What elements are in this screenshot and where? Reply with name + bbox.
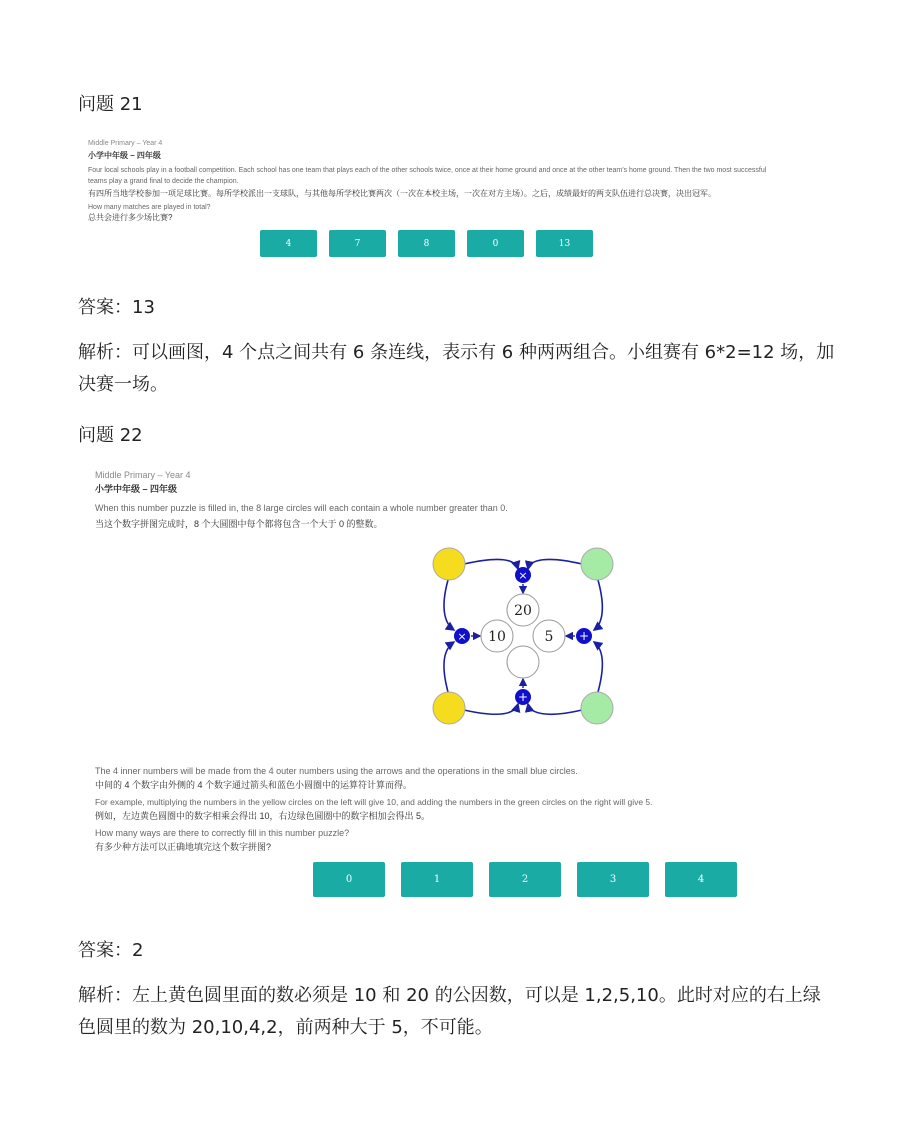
arrow [464,704,518,714]
q21-text-en: Four local schools play in a football competition. Each school has one team that plays each of the other schools twice, once at their home ground and once at the other team's home ground. Then the two most successful teams play a grand final to decide the champion. [88,167,767,185]
green-circle-bottom-right [581,692,613,724]
inner-value-top: 20 [514,603,532,619]
q21-option-5[interactable]: 13 [536,230,593,257]
q21-option-2[interactable]: 7 [329,230,386,257]
q21-text-zh: 有四所当地学校参加一项足球比赛。每所学校派出一支球队，与其他每所学校比赛两次（一次在本校主场，一次在对方主场）。之后，成绩最好的两支队伍进行总决赛，决出冠军。 [88,189,716,198]
q22-option-2[interactable]: 1 [401,862,473,897]
number-puzzle-diagram [430,544,620,730]
arrow [444,580,454,630]
q21-option-3[interactable]: 8 [398,230,455,257]
q22-question-en: How many ways are there to correctly fill in this number puzzle? [95,828,350,838]
q22-level-en: Middle Primary – Year 4 [95,470,191,480]
q22-option-3[interactable]: 2 [489,862,561,897]
yellow-circle-top-left [433,548,465,580]
q22-level-zh: 小学中年级 – 四年级 [95,484,178,494]
green-circle-top-right [581,548,613,580]
arrow [594,580,602,630]
inner-value-right: 5 [544,629,554,645]
arrow [464,559,518,569]
q22-analysis: 解析：左上黄色圆里面的数必须是 10 和 20 的公因数，可以是 1,2,5,10。此时对应的右上绿色圆里的数为 20,10,4,2，前两种大于 5，不可能。 [78,985,821,1038]
inner-circle-bottom [507,646,539,678]
yellow-circle-bottom-left [433,692,465,724]
q21-option-1[interactable]: 4 [260,230,317,257]
q22-option-4[interactable]: 3 [577,862,649,897]
q21-analysis: 解析：可以画图，4 个点之间共有 6 条连线，表示有 6 种两两组合。小组赛有 6*2=12 场，加决赛一场。 [78,342,835,395]
q21-question-en: How many matches are played in total? [88,204,211,211]
q22-intro-zh: 当这个数字拼图完成时，8 个大圆圈中每个都将包含一个大于 0 的整数。 [95,519,383,529]
op-plus-bottom: + [517,690,529,704]
q21-level-en: Middle Primary – Year 4 [88,140,163,147]
q21-answer: 答案：13 [78,297,155,318]
q21-level-zh: 小学中年级 – 四年级 [88,151,161,160]
q22-text2-zh: 例如，左边黄色圆圈中的数字相乘会得出 10，右边绿色圆圈中的数字相加会得出 5。 [95,811,431,821]
q21-screenshot [88,138,818,266]
q22-screenshot [95,466,815,906]
q22-question-zh: 有多少种方法可以正确地填完这个数字拼图? [95,842,272,852]
arrow [528,559,582,569]
arrow [594,642,602,692]
arrow [444,642,454,692]
q22-heading: 问题 22 [78,425,143,446]
q22-text2-en: For example, multiplying the numbers in the yellow circles on the left will give 10, and adding the numbers in the green circles on the right will give 5. [95,797,653,807]
q21-heading: 问题 21 [78,94,143,115]
q22-option-5[interactable]: 4 [665,862,737,897]
q21-option-4[interactable]: 0 [467,230,524,257]
q22-intro-en: When this number puzzle is filled in, the 8 large circles will each contain a whole number greater than 0. [95,503,508,513]
inner-value-left: 10 [488,629,506,645]
arrow [528,704,582,714]
q22-answer: 答案：2 [78,940,144,961]
op-plus-right: + [578,629,590,643]
op-multiply-left: × [457,630,467,643]
q21-question-zh: 总共会进行多少场比赛? [88,213,173,222]
q22-option-1[interactable]: 0 [313,862,385,897]
q22-text1-en: The 4 inner numbers will be made from the 4 outer numbers using the arrows and the operations in the small blue circles. [95,766,578,776]
op-multiply-top: × [518,569,528,582]
q22-text1-zh: 中间的 4 个数字由外侧的 4 个数字通过箭头和蓝色小圆圈中的运算符计算而得。 [95,780,413,790]
